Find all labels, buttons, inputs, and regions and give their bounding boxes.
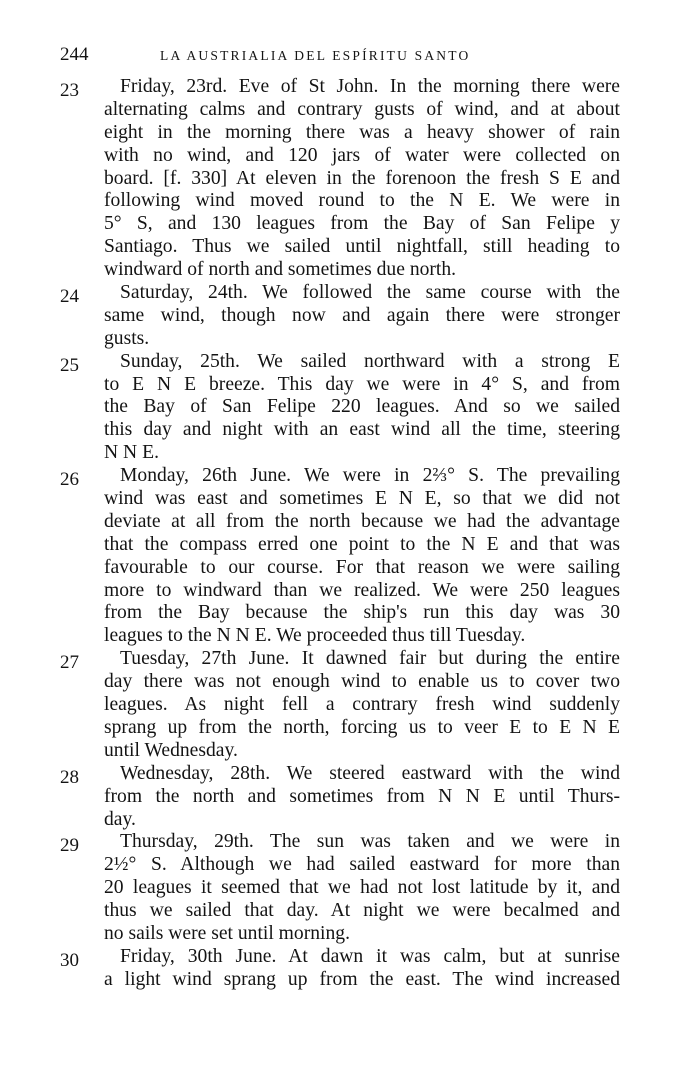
text-line: deviate at all from the north because we had the advantage <box>104 510 620 532</box>
journal-entry <box>60 282 620 351</box>
text-line: following wind moved round to the N E. We were in <box>104 190 620 212</box>
journal-entry <box>60 465 620 648</box>
text-line: day there was not enough wind to enable us to cover two <box>104 671 620 693</box>
text-line: leagues to the N N E. We proceeded thus till Tuesday. <box>104 625 526 647</box>
running-head: LA AUSTRIALIA DEL ESPÍRITU SANTO <box>160 48 471 63</box>
text-line: Tuesday, 27th June. It dawned fair but during the entire <box>120 648 620 670</box>
page-number: 244 <box>60 44 89 65</box>
journal-entries <box>60 76 620 992</box>
text-line: from the north and sometimes from N N E until Thurs- <box>104 785 620 807</box>
text-line: leagues. As night fell a contrary fresh wind suddenly <box>104 694 620 716</box>
text-line: sprang up from the north, forcing us to veer E to E N E <box>104 716 620 738</box>
text-line: 20 leagues it seemed that we had not lost latitude by it, and <box>104 877 620 899</box>
text-line: more to windward than we realized. We were 250 leagues <box>104 579 620 601</box>
text-line: favourable to our course. For that reason we were sailing <box>104 556 620 578</box>
text-line: from the Bay because the ship's run this day was 30 <box>104 602 620 624</box>
text-line: N N E. <box>104 442 159 464</box>
text-line: to E N E breeze. This day we were in 4° S, and from <box>104 373 620 395</box>
text-line: gusts. <box>104 327 150 349</box>
text-line: a light wind sprang up from the east. The wind increased <box>104 968 620 990</box>
day-number: 27 <box>60 652 79 674</box>
page-header <box>60 44 620 72</box>
text-line: wind was east and sometimes E N E, so that we did not <box>104 488 620 510</box>
journal-entry <box>60 831 620 945</box>
text-line: Santiago. Thus we sailed until nightfall, still heading to <box>104 236 620 258</box>
day-number: 25 <box>60 354 79 376</box>
text-line: alternating calms and contrary gusts of wind, and at about <box>104 98 620 120</box>
day-number: 30 <box>60 949 79 971</box>
text-line: same wind, though now and again there were stronger <box>104 304 620 326</box>
text-line: Friday, 30th June. At dawn it was calm, but at sunrise <box>120 945 620 967</box>
journal-entry <box>60 76 620 282</box>
text-line: Sunday, 25th. We sailed northward with a strong E <box>120 350 620 372</box>
text-line: that the compass erred one point to the N E and that was <box>104 533 620 555</box>
text-line: board. [f. 330] At eleven in the forenoon the fresh S E and <box>104 167 620 189</box>
text-line: Wednesday, 28th. We steered eastward with the wind <box>120 762 620 784</box>
journal-entry <box>60 648 620 762</box>
day-number: 26 <box>60 469 79 491</box>
text-line: Friday, 23rd. Eve of St John. In the morning there were <box>120 76 620 97</box>
day-number: 29 <box>60 835 79 857</box>
text-line: Thursday, 29th. The sun was taken and we were in <box>120 831 620 853</box>
day-number: 23 <box>60 80 79 101</box>
text-line: thus we sailed that day. At night we were becalmed and <box>104 900 620 922</box>
journal-entry <box>60 763 620 832</box>
text-line: Monday, 26th June. We were in 2⅔° S. The prevailing <box>120 465 620 487</box>
journal-entry <box>60 351 620 465</box>
text-line: windward of north and sometimes due north. <box>104 259 457 281</box>
text-line: until Wednesday. <box>104 739 238 761</box>
text-line: day. <box>104 808 136 830</box>
day-number: 28 <box>60 766 79 788</box>
text-line: 5° S, and 130 leagues from the Bay of San Felipe y <box>104 213 620 235</box>
journal-entry <box>60 946 620 992</box>
text-line: 2½° S. Although we had sailed eastward for more than <box>104 854 620 876</box>
text-line: this day and night with an east wind all the time, steering <box>104 419 620 441</box>
text-line: with no wind, and 120 jars of water were collected on <box>104 144 620 166</box>
text-line: the Bay of San Felipe 220 leagues. And so we sailed <box>104 396 620 418</box>
text-line: eight in the morning there was a heavy shower of rain <box>104 121 620 143</box>
text-line: no sails were set until morning. <box>104 922 350 944</box>
day-number: 24 <box>60 286 79 308</box>
text-line: Saturday, 24th. We followed the same course with the <box>120 282 620 304</box>
